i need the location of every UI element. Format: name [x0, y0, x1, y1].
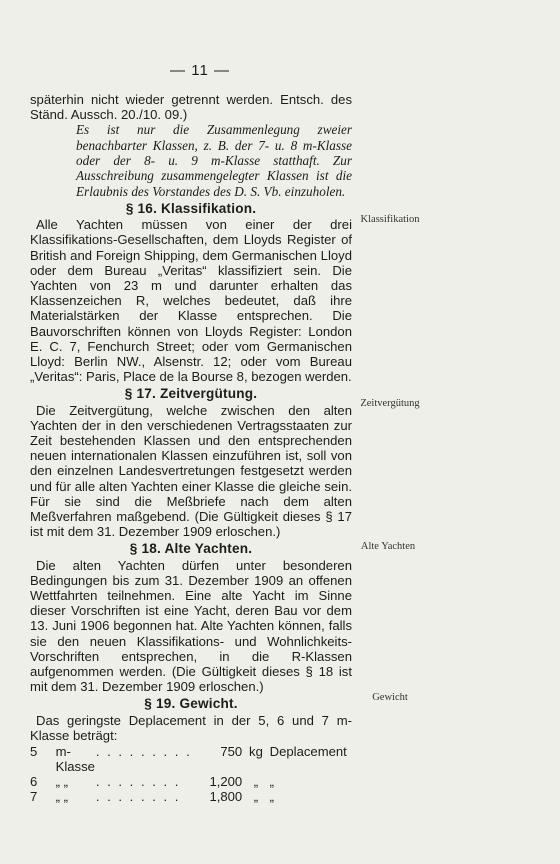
table-row — [30, 774, 352, 789]
leader-dots: . . . . . . . . . — [95, 744, 192, 759]
weight-value: 1,200 — [209, 774, 243, 789]
margin-note-klassifikation: Klassifikation — [360, 214, 420, 225]
intro-italic-note: Es ist nur die Zusammenlegung zweier benachbarter Klassen, z. B. der 7- u. 8 m-Klasse oder der 8- u. 9 m-Klasse statthaft. Zur Ausschreibung zusammengelegter Klassen ist die Erlaubnis des Vorstandes des D. S. Vb. einzuholen. — [76, 122, 352, 199]
page-number: — 11 — — [170, 62, 230, 79]
section-16-text: Alle Yachten müssen von einer der drei Klassifikations-Gesellschaften, dem Lloyds Register of British and Foreign Shipping, dem Germanischen Lloyd oder dem Bureau „Veritas“ klassifiziert sein. Die Yachten von 23 m und darunter erhalten das Klassenzeichen R, welches bedeutet, daß ihre Materialstärken der Klasse entsprechen. Die Bauvorschriften können von Lloyds Register: London E. C. 7, Fenchurch Street; oder vom Germanischen Lloyd: Berlin NW., Alsenstr. 12; oder vom Bureau „Veritas“: Paris, Place de la Bourse 8, bezogen werden. — [30, 217, 352, 385]
weight-unit: „ — [253, 774, 259, 789]
intro-line: späterhin nicht wieder getrennt werden. Entsch. des Ständ. Aussch. 20./10. 09.) — [30, 92, 352, 123]
class-number: 5 — [30, 744, 38, 759]
class-label: „ „ — [55, 789, 68, 804]
section-17-heading: § 17. Zeitvergütung. — [124, 386, 258, 402]
weight-value: 750 — [220, 744, 243, 759]
weight-kind: Deplacement — [269, 744, 347, 759]
class-label: m-Klasse — [55, 744, 95, 774]
class-label: „ „ — [55, 774, 68, 789]
table-row — [30, 789, 352, 804]
deplacement-table — [30, 744, 352, 804]
weight-unit: „ — [253, 789, 259, 804]
margin-note-gewicht: Gewicht — [372, 692, 408, 703]
section-18-text: Die alten Yachten dürfen unter besonderen Bedingungen bis zum 31. Dezember 1909 an offenen Wettfahrten teilnehmen. Eine alte Yacht im Sinne dieser Vorschriften ist eine Yacht, deren Bau vor dem 13. Juni 1906 begonnen hat. Alte Yachten können, falls sie den neuen Klassifikations- und Wohnlichkeits-Vorschriften entsprechen, in die R-Klassen aufgenommen werden. (Die Gültigkeit dieses § 18 ist mit dem 31. Dezember 1909 erloschen.) — [30, 557, 352, 695]
leader-dots: . . . . . . . . — [95, 774, 181, 789]
weight-kind: „ — [269, 774, 275, 789]
main-column — [30, 92, 352, 804]
margin-note-alte-yachten: Alte Yachten — [360, 541, 416, 552]
leader-dots: . . . . . . . . — [95, 789, 181, 804]
table-row — [30, 744, 352, 774]
section-18-heading: § 18. Alte Yachten. — [129, 541, 253, 557]
class-number: 6 — [30, 774, 38, 789]
weight-kind: „ — [269, 789, 275, 804]
section-19-heading: § 19. Gewicht. — [144, 696, 238, 712]
section-16-heading: § 16. Klassifikation. — [125, 200, 257, 216]
weight-value: 1,800 — [209, 789, 243, 804]
class-number: 7 — [30, 789, 38, 804]
section-17-text: Die Zeitvergütung, welche zwischen den alten Yachten der in den verschiedenen Vertragsstaaten zur Zeit bestehenden Klassen und den entsprechenden neuen internationalen Klassen einzuführen ist, soll von den einzelnen Landesvertretungen festgesetzt werden und für alle alten Yachten einer Klasse die gleiche sein. Für sie sind die Meßbriefe nach dem alten Meßverfahren maßgebend. (Die Gültigkeit dieses § 17 ist mit dem 31. Dezember 1909 erloschen.) — [30, 402, 352, 540]
section-19-text: Das geringste Deplacement in der 5, 6 und 7 m-Klasse beträgt: — [30, 712, 352, 743]
weight-unit: kg — [249, 744, 263, 759]
margin-note-zeitverguetung: Zeitvergütung — [360, 398, 420, 409]
